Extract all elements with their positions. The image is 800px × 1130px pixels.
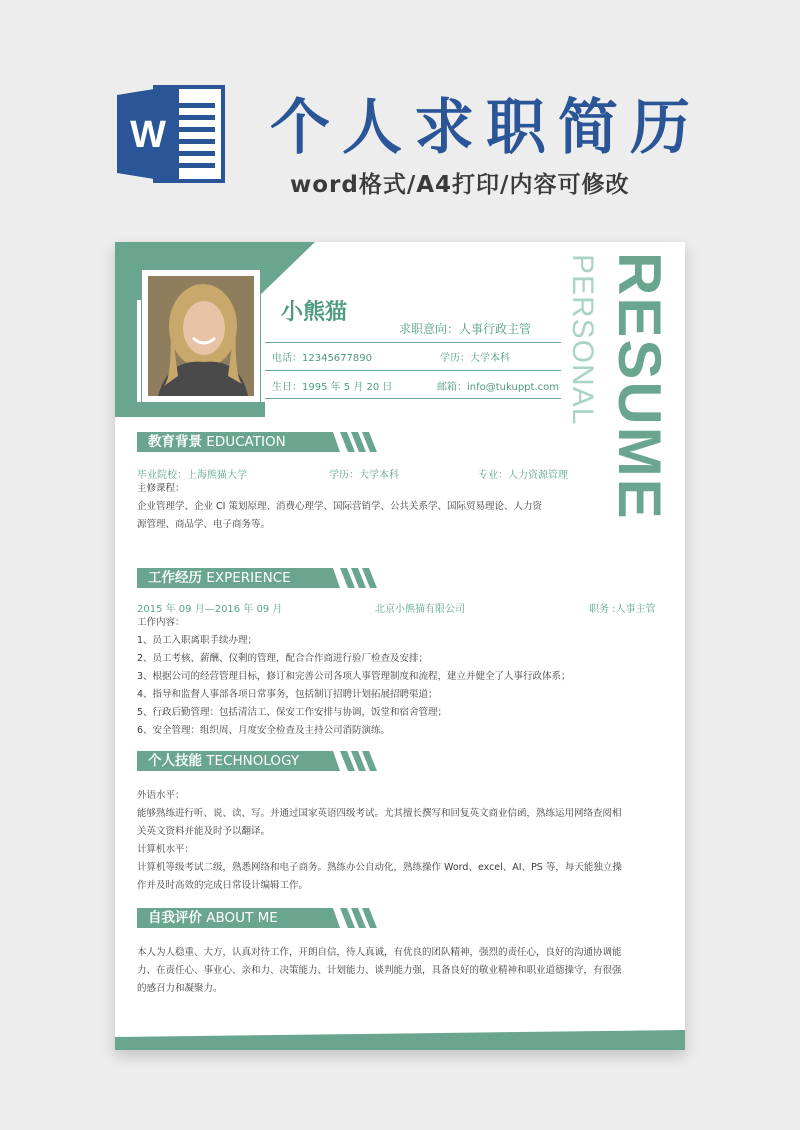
pc-line: 作并及时高效的完成日常设计编辑工作。 xyxy=(137,880,309,891)
resume-card xyxy=(115,242,685,1050)
divider xyxy=(265,398,561,399)
experience-content xyxy=(137,614,571,740)
edu-degree: 学历：大学本科 xyxy=(329,470,399,481)
section-title-cn: 个人技能 xyxy=(148,753,202,769)
courses-line: 源管理、商品学、电子商务等。 xyxy=(137,519,271,530)
lang-line: 关英文资料并能及时予以翻译。 xyxy=(137,826,271,837)
word-document-icon xyxy=(117,85,227,183)
position: 职务 :人事主管 xyxy=(589,604,656,615)
section-title-en: EDUCATION xyxy=(206,434,286,450)
company: 北京小熊猫有限公司 xyxy=(375,604,465,615)
section-title-en: EXPERIENCE xyxy=(206,570,291,586)
work-period: 2015 年 09 月—2016 年 09 月 xyxy=(137,604,283,615)
courses-label: 主修课程： xyxy=(137,483,185,494)
school: 毕业院校：上海熊猫大学 xyxy=(137,470,247,481)
lang-line: 能够熟练进行听、说、读、写。并通过国家英语四级考试。尤其擅长撰写和回复英文商业信函，熟练运用网络查阅相 xyxy=(137,808,622,819)
section-skills-header xyxy=(143,750,299,772)
candidate-name: 小熊猫 xyxy=(281,300,348,325)
section-title-cn: 自我评价 xyxy=(148,910,202,926)
profile-photo xyxy=(148,276,254,396)
duty-item: 1、员工入职离职手续办理； xyxy=(137,635,258,646)
resume-vertical-text: RESUME xyxy=(606,252,673,521)
duty-item: 4、指导和监督人事部各项日常事务，包括制订招聘计划拓展招聘渠道； xyxy=(137,689,438,700)
section-experience-header xyxy=(143,567,291,589)
profile-photo-frame xyxy=(142,270,260,402)
section-education-header xyxy=(143,431,286,453)
content-label: 工作内容： xyxy=(137,617,185,628)
section-title-cn: 工作经历 xyxy=(148,570,202,586)
divider xyxy=(265,370,561,371)
duty-item: 2、员工考核、薪酬、仪剩的管理，配合合作商进行验厂检查及安排； xyxy=(137,653,429,664)
about-line: 力、在责任心、事业心、亲和力、决策能力、计划能力、谈判能力强，具备良好的敬业精神和职业道德操守，有很强 xyxy=(137,965,622,976)
section-about-header xyxy=(143,907,278,929)
job-intent: 求职意向：人事行政主管 xyxy=(399,322,532,336)
section-title-en: ABOUT ME xyxy=(206,910,278,926)
degree-info: 学历：大学本科 xyxy=(440,353,510,364)
lang-label: 外语水平： xyxy=(137,790,185,801)
duty-item: 3、根据公司的经营管理目标，修订和完善公司各项人事管理制度和流程，建立并健全了人事行政体系； xyxy=(137,671,571,682)
divider xyxy=(265,342,561,343)
about-content xyxy=(137,944,622,998)
email-info: 邮箱：info@tukuppt.com xyxy=(437,382,559,393)
banner-title: 个人求职简历 xyxy=(270,93,702,163)
birthday-info: 生日：1995 年 5 月 20 日 xyxy=(272,382,393,393)
svg-text:W: W xyxy=(130,114,166,156)
section-title-en: TECHNOLOGY xyxy=(206,753,300,769)
phone-info: 电话：12345677890 xyxy=(272,353,372,364)
pc-line: 计算机等级考试二级，熟悉网络和电子商务。熟练办公自动化，熟练操作 Word、excel、AI、PS 等，每天能独立操 xyxy=(137,862,622,873)
about-line: 本人为人稳重、大方，认真对待工作，开朗自信，待人真诚，有优良的团队精神，强烈的责任心，良好的沟通协调能 xyxy=(137,947,622,958)
banner-subtitle: word格式/A4打印/内容可修改 xyxy=(290,172,630,198)
courses-line: 企业管理学、企业 CI 策划原理、消费心理学、国际营销学、公共关系学、国际贸易理论、人力资 xyxy=(137,501,542,512)
education-courses xyxy=(137,480,542,534)
resume-vertical-title xyxy=(606,252,675,552)
major: 专业：人力资源管理 xyxy=(478,470,568,481)
skills-content xyxy=(137,787,622,895)
pc-label: 计算机水平： xyxy=(137,844,195,855)
section-title-cn: 教育背景 xyxy=(148,434,202,450)
duty-item: 5、行政后勤管理：包括清洁工、保安工作安排与协调，饭堂和宿舍管理； xyxy=(137,707,448,718)
personal-vertical-title xyxy=(566,254,609,454)
duty-item: 6、安全管理：组织周、月度安全检查及主持公司消防演练。 xyxy=(137,725,391,736)
about-line: 的感召力和凝聚力。 xyxy=(137,983,223,994)
personal-vertical-text: PERSONAL xyxy=(566,254,599,426)
